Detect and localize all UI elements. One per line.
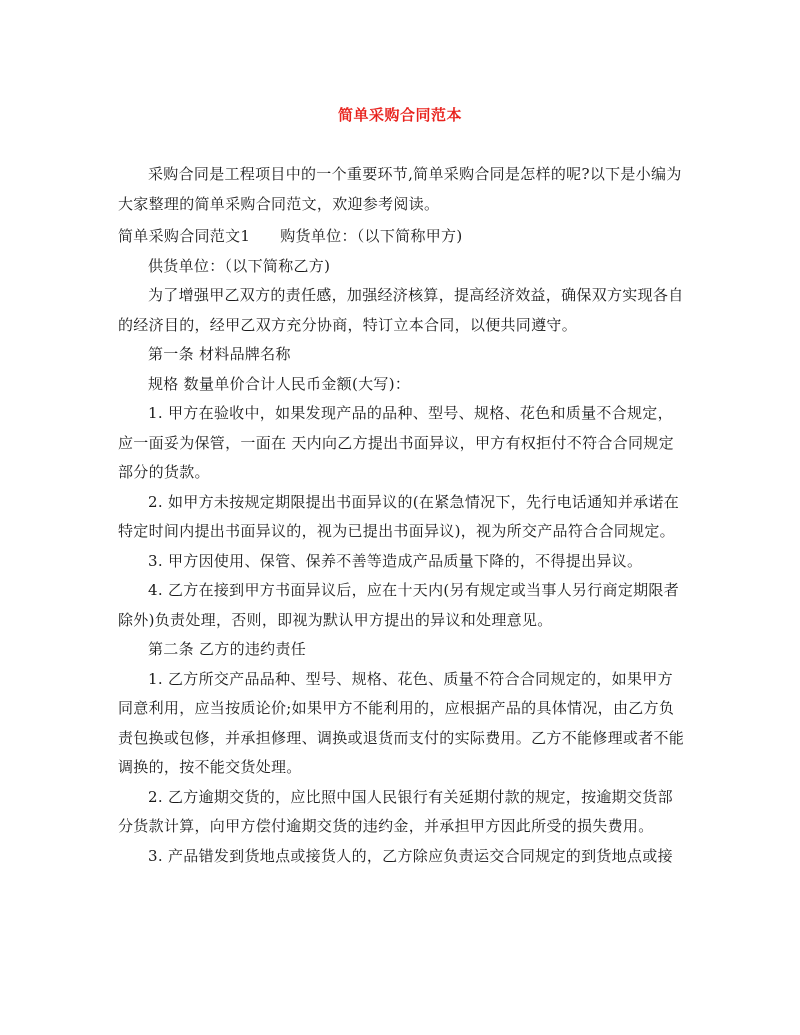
document-body [118,160,686,871]
article-1-item-3: 3. 甲方因使用、保管、保养不善等造成产品质量下降的，不得提出异议。 [148,551,643,570]
article-1-spec: 规格 数量单价合计人民币金额(大写)： [148,374,411,393]
seller-line: 供货单位：（以下简称乙方) [148,256,331,275]
article-2-item-1: 1. 乙方所交产品品种、型号、规格、花色、质量不符合合同规定的，如果甲方同意利用，应当按质论价;如果甲方不能利用的，应根据产品的具体情况，由乙方负责包换或包修，并承担修理、调换或退货而支付的实际费用。乙方不能修理或者不能调换的，按不能交货处理。 [118,669,685,776]
article-1-item-4: 4. 乙方在接到甲方书面异议后，应在十天内(另有规定或当事人另行商定期限者除外)负责处理，否则，即视为默认甲方提出的异议和处理意见。 [118,581,680,629]
sample-header-line [118,222,686,252]
article-2-item-2: 2. 乙方逾期交货的，应比照中国人民银行有关延期付款的规定，按逾期交货部分货款计算，向甲方偿付逾期交货的违约金，并承担甲方因此所受的损失费用。 [118,787,673,835]
article-1-item-2: 2. 如甲方未按规定期限提出书面异议的(在紧急情况下，先行电话通知并承诺在特定时间内提出书面异议的，视为已提出书面异议)，视为所交产品符合合同规定。 [118,492,680,540]
purpose-paragraph: 为了增强甲乙双方的责任感，加强经济核算，提高经济效益，确保双方实现各自的经济目的，经甲乙双方充分协商，特订立本合同，以便共同遵守。 [118,286,684,334]
article-2-title: 第二条 乙方的违约责任 [148,640,307,658]
article-2-item-3: 3. 产品错发到货地点或接货人的，乙方除应负责运交合同规定的到货地点或接 [148,846,673,865]
article-1-item-1: 1. 甲方在验收中，如果发现产品的品种、型号、规格、花色和质量不合规定，应一面妥为保管，一面在 天内向乙方提出书面异议，甲方有权拒付不符合合同规定部分的货款。 [118,404,674,481]
article-1-title: 第一条 材料品牌名称 [148,345,291,363]
buyer-line: 购货单位：（以下简称甲方) [280,227,463,245]
document-title: 简单采购合同范本 [337,106,462,124]
sample-label: 简单采购合同范文1 [118,227,251,245]
intro-paragraph: 采购合同是工程项目中的一个重要环节,简单采购合同是怎样的呢?以下是小编为大家整理的简单采购合同范文，欢迎参考阅读。 [118,165,682,213]
